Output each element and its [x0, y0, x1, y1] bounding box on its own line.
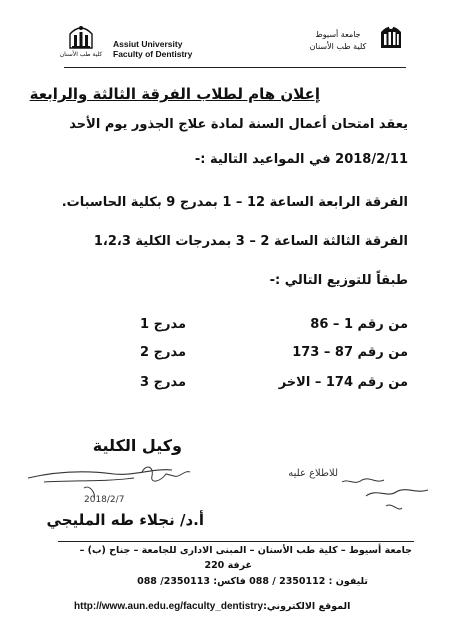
- footer-room: غرفة 220: [204, 560, 252, 571]
- faculty-name-en: Faculty of Dentistry: [113, 49, 193, 59]
- footer-address: جامعة أسيوط – كلية طب الأسنان – المبنى الادارى للجامعة – جناح (ب) –: [79, 545, 412, 556]
- svg-text:2018/2/7: 2018/2/7: [84, 495, 125, 505]
- footer-website-url[interactable]: http://www.aun.edu.eg/faculty_dentistry: [74, 601, 264, 612]
- vice-dean-title: وكيل الكلية: [92, 436, 182, 455]
- distribution-hall-1: مدرج 1: [140, 317, 186, 332]
- footer-divider: [58, 541, 414, 542]
- university-name-ar: جامعة أسيوط: [315, 30, 361, 39]
- notice-line-3: الفرقة الرابعة الساعة 12 – 1 بمدرج 9 بكلية الحاسبات.: [61, 195, 408, 210]
- distribution-range-2: من رقم 87 – 173: [292, 345, 408, 360]
- footer-website: [74, 594, 350, 613]
- left-logo-caption: كلية طب الأسنان: [59, 51, 103, 58]
- notice-line-2: 2018/2/11 في المواعيد التالية :-: [194, 152, 408, 167]
- header-divider: [64, 67, 406, 68]
- notice-line-1: يعقد امتحان أعمال السنة لمادة علاج الجذور يوم الأحد: [69, 117, 408, 132]
- university-emblem-icon: [378, 20, 404, 54]
- handwritten-approval-right: [288, 462, 436, 528]
- faculty-emblem-icon: [68, 20, 94, 54]
- footer-website-label: الموقع الالكتروني:: [263, 601, 351, 612]
- university-name-en: Assiut University: [113, 39, 183, 49]
- distribution-range-1: من رقم 1 – 86: [310, 317, 408, 332]
- notice-line-5: طبقاً للتوزيع التالي :-: [269, 273, 408, 288]
- faculty-name-ar: كلية طب الأسنان: [309, 42, 367, 51]
- svg-text:للاطلاع عليه: للاطلاع عليه: [288, 468, 338, 479]
- handwritten-signature-left: [24, 458, 194, 510]
- distribution-range-3: من رقم 174 – الاخر: [278, 375, 408, 390]
- distribution-hall-3: مدرج 3: [140, 375, 186, 390]
- notice-title: إعلان هام لطلاب الفرقة الثالثة والرابعة: [29, 85, 320, 103]
- vice-dean-name: أ.د/ نجلاء طه المليجي: [46, 511, 204, 529]
- footer-phone: تليفون : 2350112 / 088 فاكس: 2350113/ 088: [137, 576, 368, 587]
- notice-line-4: الفرقة الثالثة الساعة 2 – 3 بمدرجات الكلية 1،2،3: [93, 234, 408, 249]
- distribution-hall-2: مدرج 2: [140, 345, 186, 360]
